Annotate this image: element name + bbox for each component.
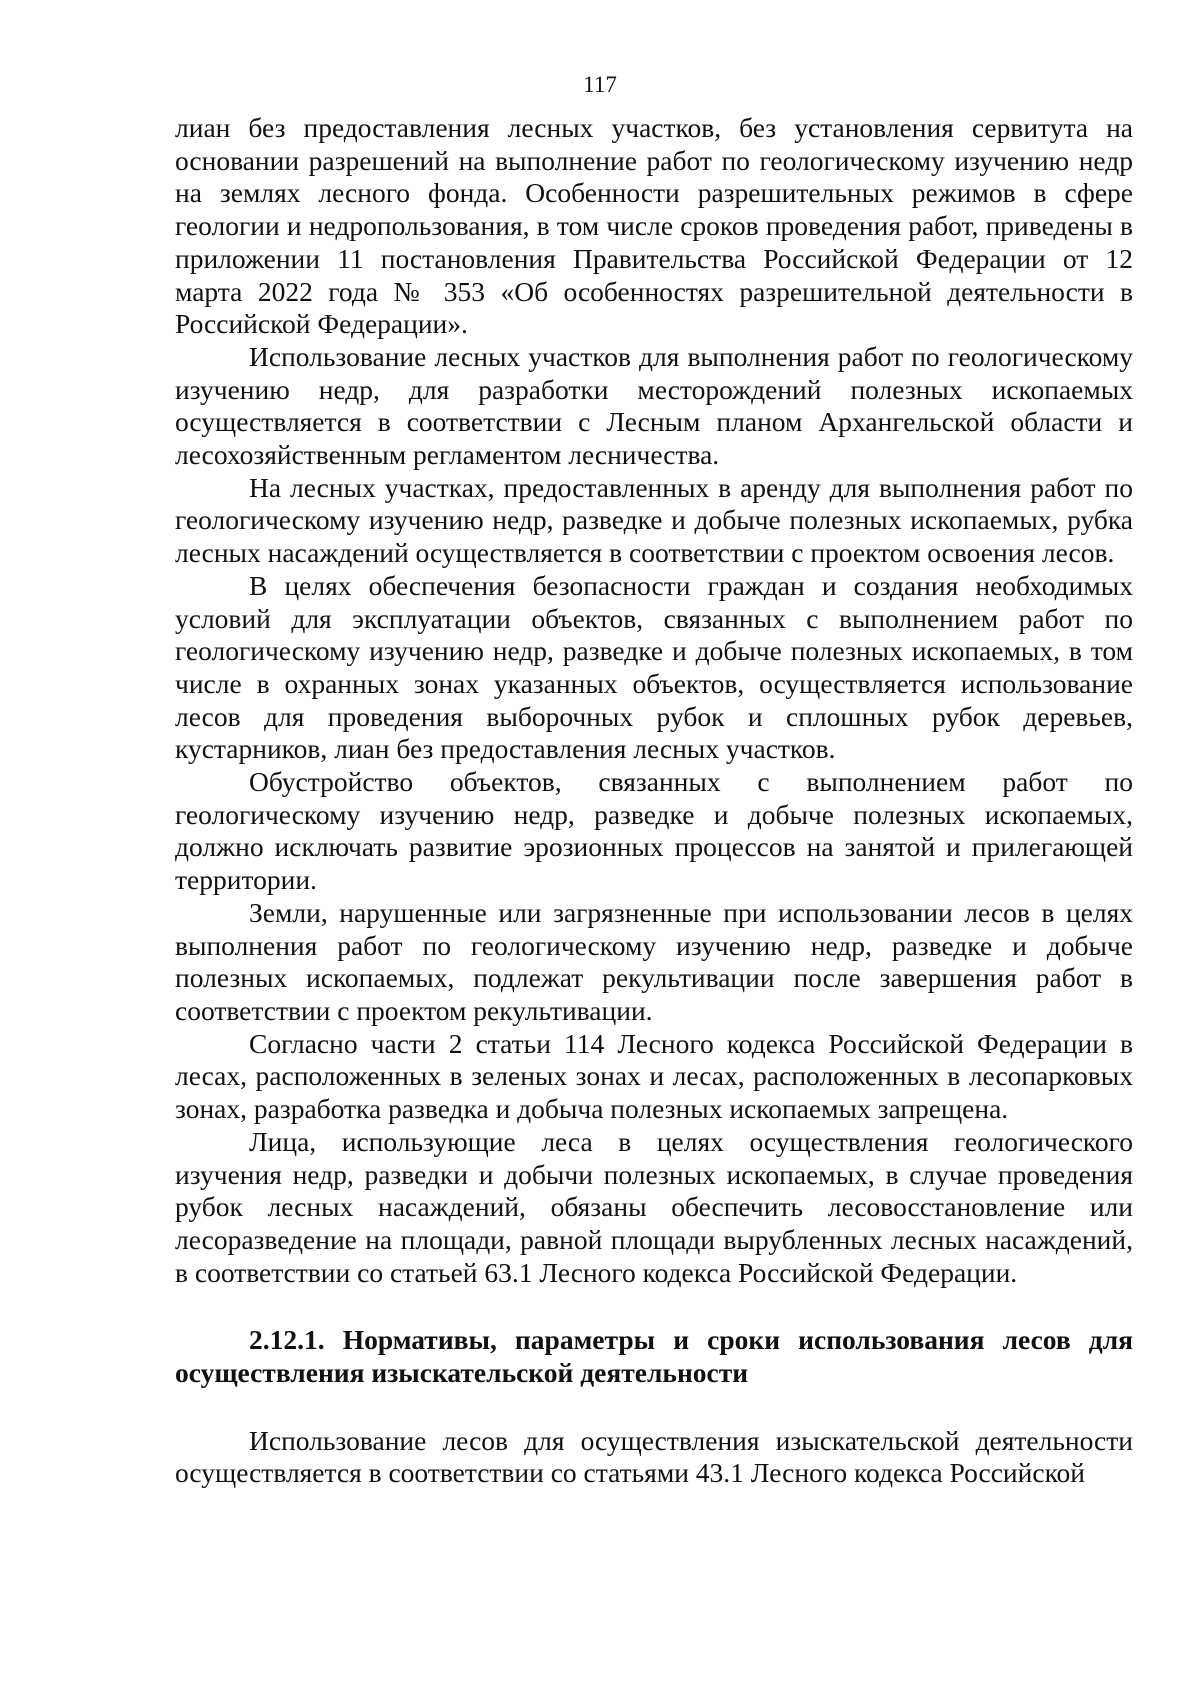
paragraph: Использование лесов для осуществления изыскательской деятельности осуществляется в соответствии со статьями 43.1 Лесного кодекса Российской xyxy=(175,1424,1133,1489)
document-body xyxy=(175,112,1133,1490)
page-number: 117 xyxy=(583,72,617,97)
paragraph: Использование лесных участков для выполнения работ по геологическому изучению недр, для разработки месторождений полезных ископаемых осуществляется в соответствии с Лесным планом Архангельской области и лесохозяйственным регламентом лесничества. xyxy=(175,340,1133,471)
section-heading: 2.12.1. Нормативы, параметры и сроки использования лесов для осуществления изыскательской деятельности xyxy=(175,1324,1133,1389)
paragraph: Обустройство объектов, связанных с выполнением работ по геологическому изучению недр, разведке и добыче полезных ископаемых, должно исключать развитие эрозионных процессов на занятой и прилегающей территории. xyxy=(175,766,1133,896)
paragraph: Согласно части 2 статьи 114 Лесного кодекса Российской Федерации в лесах, расположенных в зеленых зонах и лесах, расположенных в лесопарковых зонах, разработка разведка и добыча полезных ископаемых запрещена. xyxy=(175,1027,1133,1125)
paragraph-continuation: лиан без предоставления лесных участков, без установления сервитута на основании разрешений на выполнение работ по геологическому изучению недр на землях лесного фонда. Особенности разрешительных режимов в сфере геологии и недропользования, в том числе сроков проведения работ, приведены в приложении 11 постановления Правительства Российской Федерации от 12 марта 2022 года № 353 «Об особенностях разрешительной деятельности в Российской Федерации». xyxy=(175,112,1133,340)
paragraph: Земли, нарушенные или загрязненные при использовании лесов в целях выполнения работ по геологическому изучению недр, разведке и добыче полезных ископаемых, подлежат рекультивации после завершения работ в соответствии с проектом рекультивации. xyxy=(175,896,1133,1026)
paragraph: Лица, использующие леса в целях осуществления геологического изучения недр, разведки и добычи полезных ископаемых, в случае проведения рубок лесных насаждений, обязаны обеспечить лесовосстановление или лесоразведение на площади, равной площади вырубленных лесных насаждений, в соответствии со статьей 63.1 Лесного кодекса Российской Федерации. xyxy=(175,1125,1133,1288)
paragraph: В целях обеспечения безопасности граждан и создания необходимых условий для эксплуатации объектов, связанных с выполнением работ по геологическому изучению недр, разведке и добыче полезных ископаемых, в том числе в охранных зонах указанных объектов, осуществляется использование лесов для проведения выборочных рубок и сплошных рубок деревьев, кустарников, лиан без предоставления лесных участков. xyxy=(175,569,1133,765)
paragraph: На лесных участках, предоставленных в аренду для выполнения работ по геологическому изучению недр, разведке и добыче полезных ископаемых, рубка лесных насаждений осуществляется в соответствии с проектом освоения лесов. xyxy=(175,471,1133,569)
